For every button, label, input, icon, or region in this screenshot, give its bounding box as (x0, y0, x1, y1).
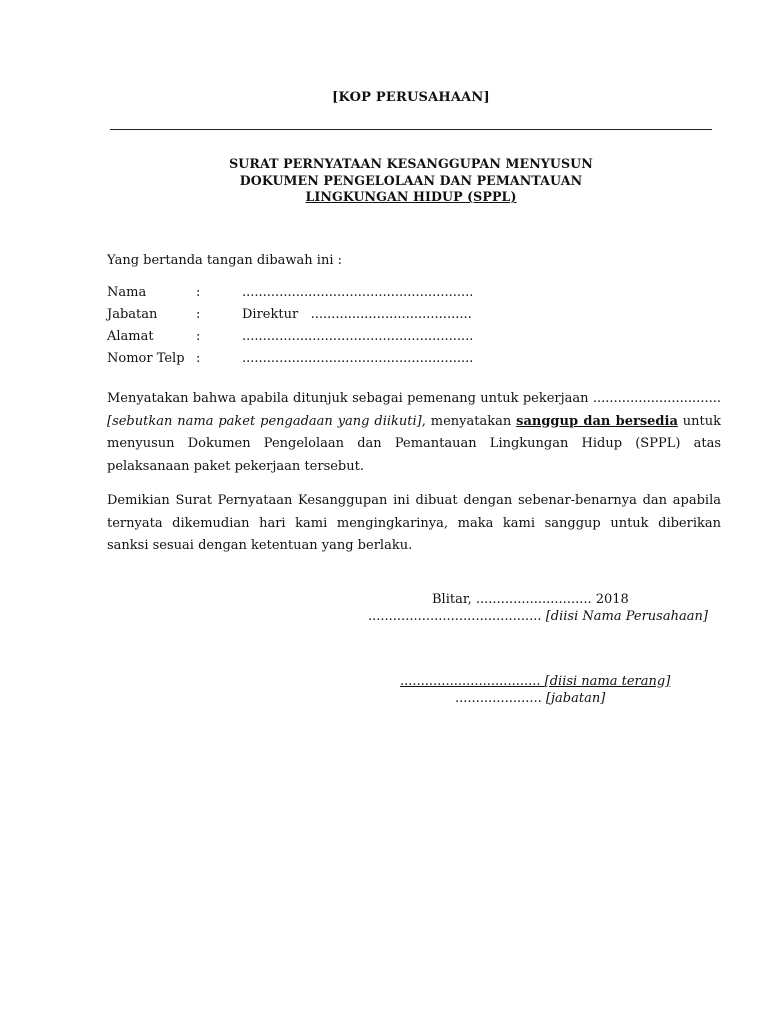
statement-text: , menyatakan (421, 413, 517, 429)
title-line-3 (0, 189, 768, 206)
letterhead-divider (110, 129, 712, 130)
title-line-3-text: LINGKUNGAN HIDUP (SPPL) (305, 189, 517, 204)
closing-line: Demikian Surat Pernyataan Kesanggupan ini dibuat dengan sebenar-benarnya dan apabila (107, 493, 721, 508)
statement-paragraph (107, 388, 721, 478)
field-value: ........................................................ (242, 329, 474, 344)
statement-line (107, 411, 721, 434)
field-value: ........................................................ (242, 351, 474, 366)
package-name-hint: [sebutkan nama paket pengadaan yang diikuti] (107, 413, 422, 429)
signatory-name-line (400, 673, 670, 691)
field-value: Direktur ....................................... (242, 307, 472, 322)
field-label: Nomor Telp (107, 351, 185, 366)
company-name-dots: .......................................... (368, 609, 546, 624)
letter-title (0, 156, 768, 206)
company-name-line (368, 608, 708, 626)
title-line-1: SURAT PERNYATAAN KESANGGUPAN MENYUSUN (229, 156, 593, 171)
field-label: Jabatan (107, 307, 158, 322)
statement-line: Menyatakan bahwa apabila ditunjuk sebagai pemenang untuk pekerjaan ............................... (107, 391, 721, 406)
signatory-position-dots: ..................... (455, 691, 546, 706)
field-colon: : (196, 285, 201, 300)
field-value: ........................................................ (242, 285, 474, 300)
place-and-date: Blitar, ............................ 2018 (432, 592, 629, 607)
statement-line: menyusun Dokumen Pengelolaan dan Pemantauan Lingkungan Hidup (SPPL) atas (107, 436, 721, 451)
field-label: Nama (107, 285, 147, 300)
intro-text: Yang bertanda tangan dibawah ini : (107, 253, 342, 268)
field-label: Alamat (107, 329, 154, 344)
signatory-name-hint: [diisi nama terang] (544, 674, 671, 689)
closing-line: ternyata dikemudian hari kami mengingkarinya, maka kami sanggup untuk diberikan (107, 515, 721, 531)
title-line-2: DOKUMEN PENGELOLAAN DAN PEMANTAUAN (239, 172, 583, 188)
statement-text: untuk (677, 413, 721, 429)
closing-paragraph (107, 490, 721, 558)
field-colon: : (196, 351, 201, 366)
field-colon: : (196, 329, 201, 344)
signatory-position-hint: [jabatan] (545, 691, 606, 706)
signatory-position-line (455, 690, 605, 708)
company-name-hint: [diisi Nama Perusahaan] (545, 609, 708, 624)
company-letterhead-placeholder: [KOP PERUSAHAAN] (332, 90, 490, 105)
signatory-name-dots: .................................. (400, 674, 545, 689)
closing-line: sanksi sesuai dengan ketentuan yang berlaku. (107, 538, 413, 553)
statement-line: pelaksanaan paket pekerjaan tersebut. (107, 458, 364, 474)
field-colon: : (196, 307, 201, 322)
commitment-emphasis: sanggup dan bersedia (516, 413, 678, 429)
